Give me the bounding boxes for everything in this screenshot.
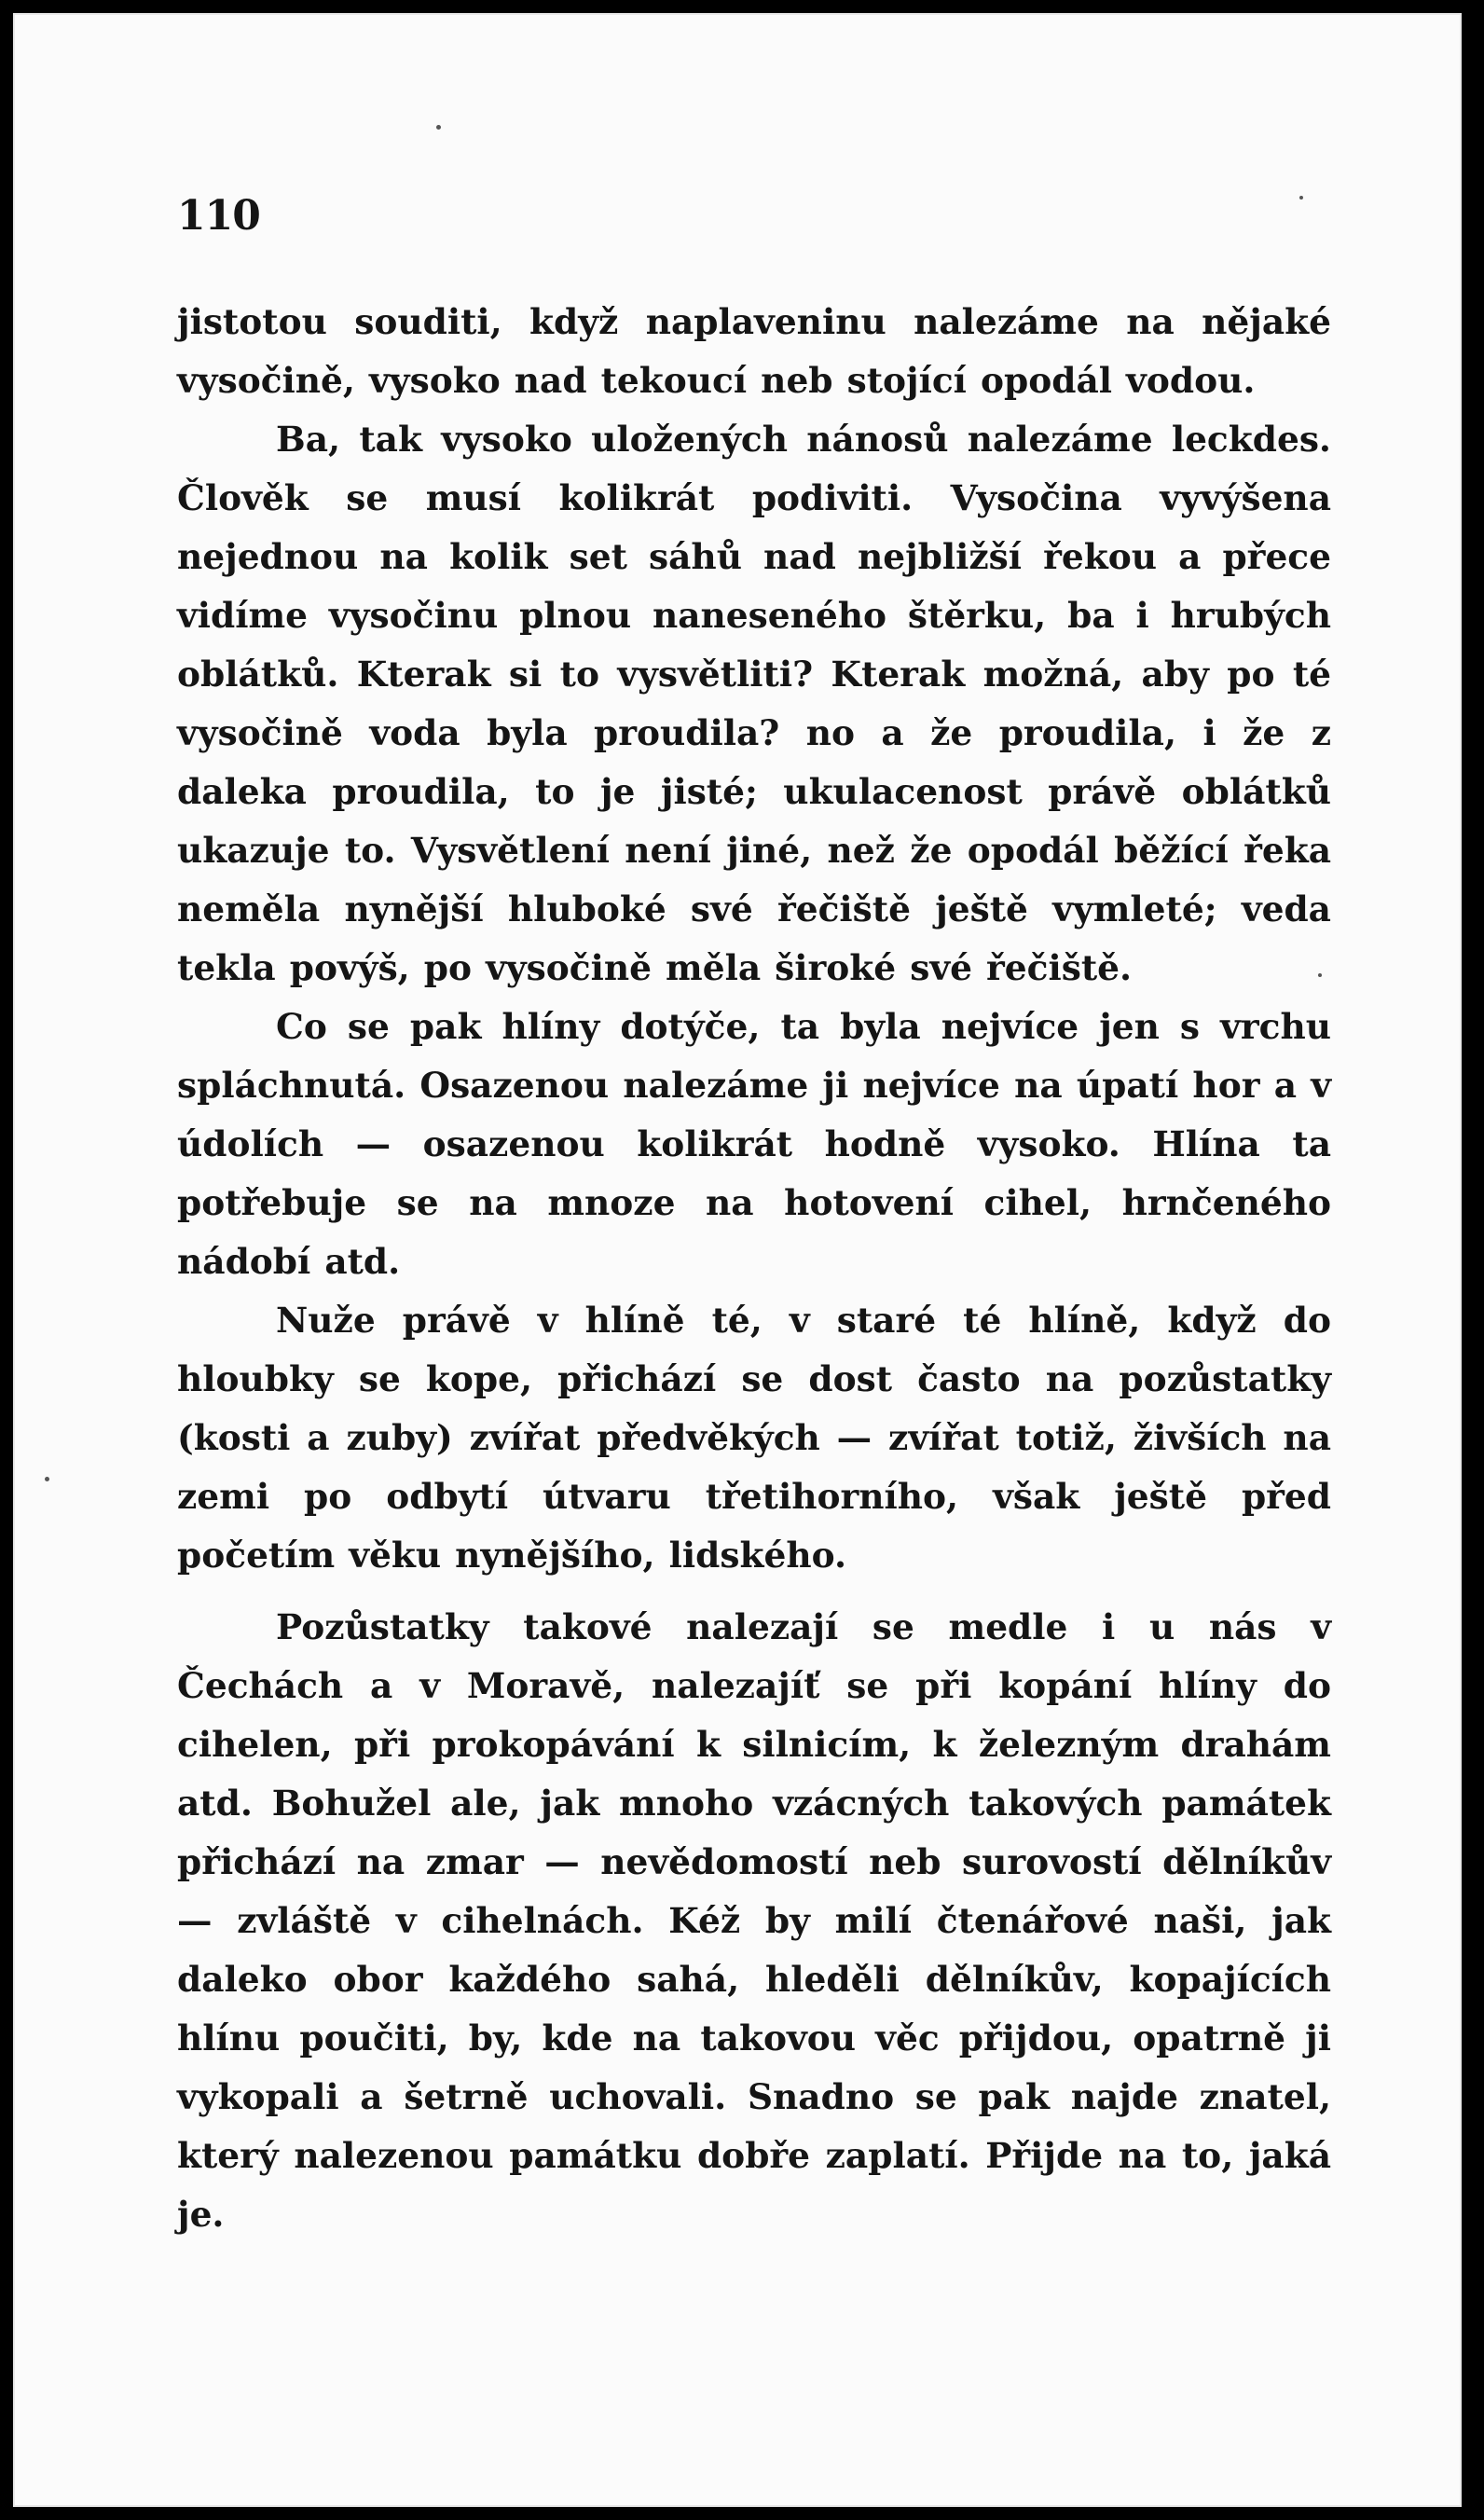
paragraph-2: Ba, tak vysoko uložených nánosů nalezáme leckdes. Člověk se musí kolikrát podiviti. Vysočina vyvýšena nejednou na kolik set sáhů nad nejbližší řekou a přece vidíme vysočinu plnou naneseného štěrku, ba i hrubých oblátků. Kterak si to vysvětliti? Kterak možná, aby po té vysočině voda byla proudila? no a že proudila, i že z daleka proudila, to je jisté; ukulacenost právě oblátků ukazuje to. Vysvětlení není jiné, než že opodál běžící řeka neměla nynější hluboké své řečiště ještě vymleté; veda tekla povýš, po vysočině měla široké své řečiště. [177, 419, 1331, 988]
print-speck [436, 125, 441, 130]
book-page [13, 13, 1462, 2507]
print-speck [1318, 973, 1322, 977]
paragraph-4: Nuže právě v hlíně té, v staré té hlíně, když do hloubky se kope, přichází se dost často na pozůstatky (kosti a zuby) zvířat předvěkých — zvířat totiž, živších na zemi po odbytí útvaru třetihorního, však ještě před početím věku nynějšího, lidského. [177, 1300, 1331, 1576]
paragraph-5: Pozůstatky takové nalezají se medle i u nás v Čechách a v Moravě, nalezajíť se při kopání hlíny do cihelen, při prokopávání k silnicím, k železným drahám atd. Bohužel ale, jak mnoho vzácných takových památek přichází na zmar — nevědomostí neb surovostí dělníkův — zvláště v cihelnách. Kéž by milí čtenářové naši, jak daleko obor každého sahá, hleděli dělníkův, kopajících hlínu poučiti, by, kde na takovou věc přijdou, opatrně ji vykopali a šetrně uchovali. Snadno se pak najde znatel, který nalezenou památku dobře zaplatí. Přijde na to, jaká je. [177, 1606, 1331, 2235]
paragraph-3: Co se pak hlíny dotýče, ta byla nejvíce jen s vrchu spláchnutá. Osazenou nalezáme ji nejvíce na úpatí hor a v údolích — osazenou kolikrát hodně vysoko. Hlína ta potřebuje se na mnoze na hotovení cihel, hrnčeného nádobí atd. [177, 1006, 1331, 1282]
paragraph-1: jistotou souditi, když naplaveninu nalezáme na nějaké vysočině, vysoko nad tekoucí neb stojící opodál vodou. [177, 301, 1331, 401]
scan-border [1475, 0, 1484, 2520]
print-speck [45, 1477, 49, 1481]
body-text [177, 293, 1331, 2244]
print-speck [1299, 196, 1303, 200]
page-number: 110 [177, 192, 260, 240]
